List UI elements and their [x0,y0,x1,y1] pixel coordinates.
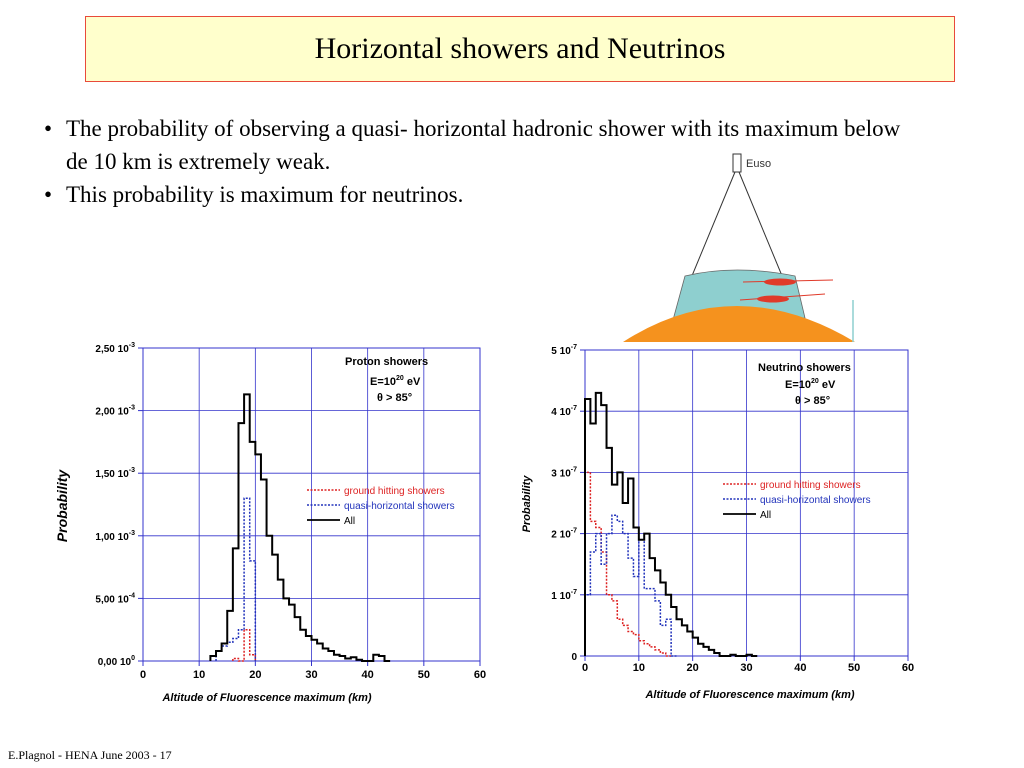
title-box [85,16,955,82]
series-all [210,394,390,661]
footer: E.Plagnol - HENA June 2003 - 17 [8,748,172,762]
x-tick-label: 20 [249,669,262,681]
legend-label: ground hitting showers [760,480,861,491]
neutrino-chart [515,336,925,706]
legend-label: All [760,510,772,521]
chart-annotation-energy: $E=10^{20}$ eV [370,375,421,388]
euso-illustration [615,150,860,345]
bullet-dot: • [44,182,53,207]
euso-label: Euso [746,158,772,170]
x-tick-label: 0 [581,662,589,674]
satellite-icon [733,154,741,172]
x-tick-label: 40 [794,662,807,674]
y-tick-label: 2,00 $10^{-3}$ [95,404,135,418]
x-tick-label: 60 [473,669,487,681]
legend-label: ground hitting showers [344,486,445,497]
y-tick-label: 5,00 $10^{-4}$ [95,592,135,606]
y-tick-label: 1 $10^{-7}$ [551,588,577,602]
y-tick-label: 4 $10^{-7}$ [551,405,577,419]
x-tick-label: 0 [139,669,147,681]
y-tick-label: 0,00 $10^0$ [97,655,135,668]
x-tick-label: 10 [632,662,645,674]
shower-ellipse [764,279,796,286]
page-title: Horizontal showers and Neutrinos [314,32,726,65]
proton-chart [45,336,495,706]
bullet-dot: • [44,116,53,141]
y-tick-label: 1,50 $10^{-3}$ [95,467,135,481]
chart-annotation-angle: θ > 85° [377,392,413,404]
y-axis-label: Probability [521,475,533,533]
x-tick-label: 40 [361,669,374,681]
bullet-text: The probability of observing a quasi- horizontal hadronic shower with its maximum below de 10 km is extremely weak. [66,116,901,174]
chart-title: Proton showers [345,356,429,368]
y-tick-label: 3 $10^{-7}$ [551,466,577,480]
y-axis-label: Probability [54,469,70,543]
y-tick-label: 0 [571,652,577,663]
shower-ellipse [757,296,789,303]
series-quasi-horizontal-showers [585,515,677,656]
x-tick-label: 30 [305,669,318,681]
x-axis-label: Altitude of Fluorescence maximum (km) [645,689,855,701]
series-ground-hitting-showers [233,630,255,661]
legend-label: quasi-horizontal showers [760,495,871,506]
x-tick-label: 50 [417,669,430,681]
proton-chart-svg [45,336,495,706]
legend-label: All [344,516,356,527]
y-tick-label: 5 $10^{-7}$ [551,344,577,357]
x-tick-label: 50 [848,662,861,674]
x-tick-label: 20 [686,662,699,674]
x-tick-label: 60 [901,662,915,674]
legend-label: quasi-horizontal showers [344,501,455,512]
x-tick-label: 10 [193,669,206,681]
euso-drawing [615,150,860,345]
bullet-text: This probability is maximum for neutrinos. [66,182,464,207]
y-tick-label: 2,50 $10^{-3}$ [95,342,135,355]
neutrino-chart-svg [515,336,925,706]
y-tick-label: 1,00 $10^{-3}$ [95,529,135,543]
x-axis-label: Altitude of Fluorescence maximum (km) [162,692,372,704]
series-all [585,393,757,656]
x-tick-label: 30 [740,662,753,674]
chart-title: Neutrino showers [758,362,851,374]
y-tick-label: 2 $10^{-7}$ [551,527,577,541]
chart-annotation-angle: θ > 85° [795,395,831,407]
chart-annotation-energy: $E=10^{20}$ eV [785,378,836,391]
